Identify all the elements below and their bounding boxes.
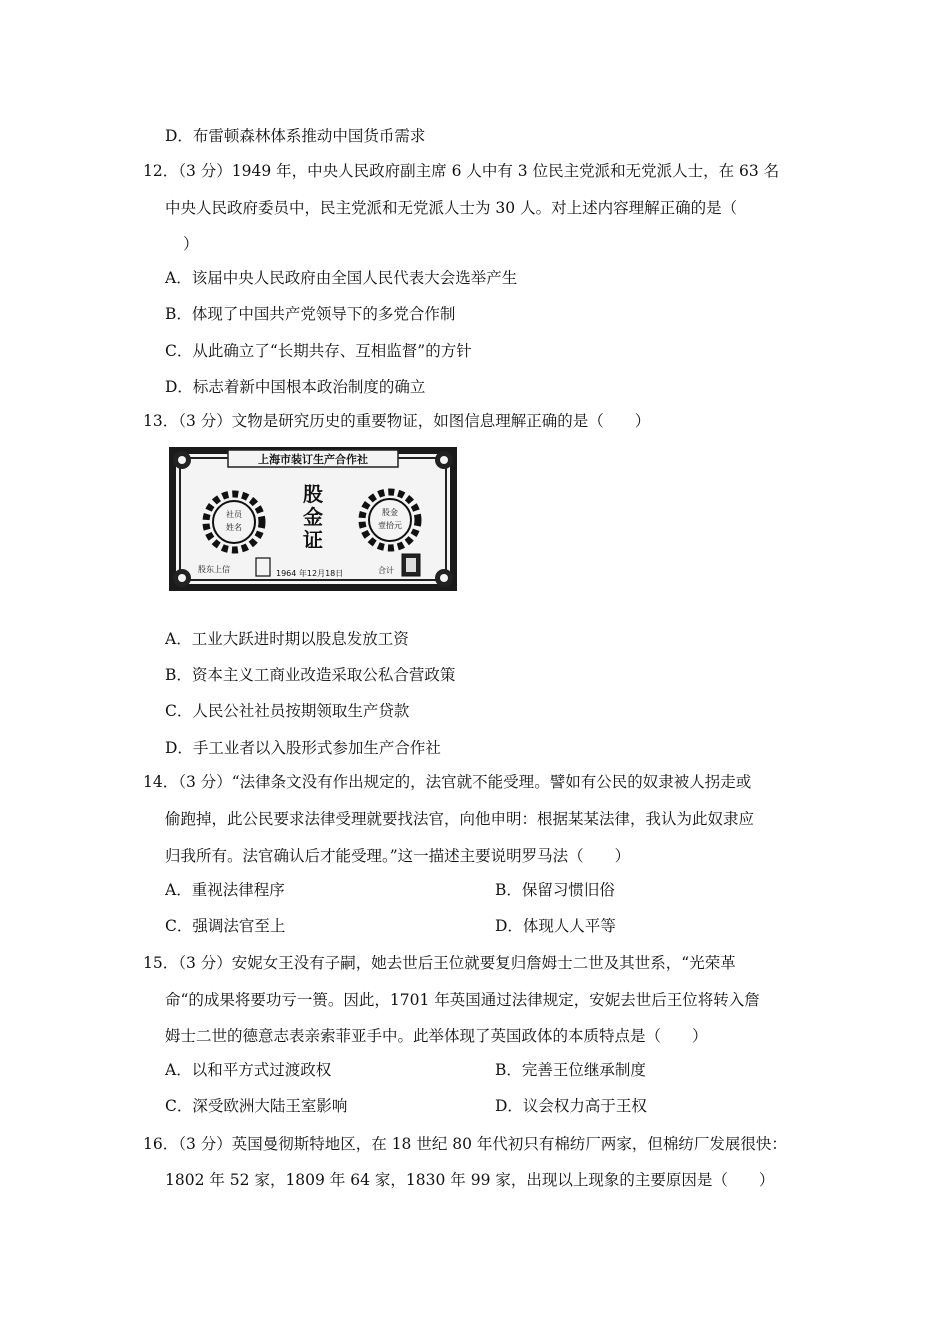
center-title-char-1: 股 <box>303 482 323 506</box>
q14-option-a: A．重视法律程序 <box>165 881 285 899</box>
certificate-bottom-right: 合计 <box>378 566 394 575</box>
q15-option-b: B．完善王位继承制度 <box>495 1061 646 1079</box>
q15-option-c: C．深受欧洲大陆王室影响 <box>165 1097 348 1115</box>
q15-stem-line3: 姆士二世的德意志表亲索菲亚手中。此举体现了英国政体的本质特点是（ ） <box>165 1027 708 1045</box>
q12-stem-line2: 中央人民政府委员中，民主党派和无党派人士为 30 人。对上述内容理解正确的是（ <box>165 199 738 217</box>
q14-stem-line2: 偷跑掉，此公民要求法律受理就要找法官，向他申明：根据某某法律，我认为此奴隶应 <box>165 810 755 828</box>
q16-stem-line1: 16．（3 分）英国曼彻斯特地区，在 18 世纪 80 年代初只有棉纺厂两家，但棉纺厂发展很快： <box>143 1135 787 1153</box>
q12-stem-line3: ） <box>183 235 199 253</box>
right-seal-mid: 壹拾元 <box>378 521 402 530</box>
q11-option-d: D．布雷顿森林体系推动中国货币需求 <box>165 127 426 145</box>
certificate-date: 1964 年12月18日 <box>276 569 344 578</box>
q14-stem-line1: 14．（3 分）“法律条文没有作出规定的，法官就不能受理。譬如有公民的奴隶被人拐走或 <box>143 773 752 791</box>
q14-option-b: B．保留习惯旧俗 <box>495 881 615 899</box>
q14-stem-line3: 归我所有。法官确认后才能受理。”这一描述主要说明罗马法（ ） <box>165 847 631 865</box>
q12-option-c: C．从此确立了“长期共存、互相监督”的方针 <box>165 342 472 360</box>
q13-stem-line1: 13．（3 分）文物是研究历史的重要物证，如图信息理解正确的是（ ） <box>143 412 651 430</box>
q12-option-d: D．标志着新中国根本政治制度的确立 <box>165 378 426 396</box>
q15-stem-line2: 命“的成果将要功亏一篑。因此，1701 年英国通过法律规定，安妮去世后王位将转入詹 <box>165 991 760 1009</box>
q12-stem-line1: 12．（3 分）1949 年，中央人民政府副主席 6 人中有 3 位民主党派和无党派人士，在 63 名 <box>143 162 780 180</box>
q13-option-a: A．工业大跃进时期以股息发放工资 <box>165 630 409 648</box>
q14-option-c: C．强调法官至上 <box>165 917 286 935</box>
q15-option-d: D．议会权力高于王权 <box>495 1097 647 1115</box>
center-title-char-3: 证 <box>303 528 323 552</box>
q16-stem-line2: 1802 年 52 家，1809 年 64 家，1830 年 99 家，出现以上现象的主要原因是（ ） <box>165 1171 775 1189</box>
q15-stem-line1: 15．（3 分）安妮女王没有子嗣，她去世后王位就要复归詹姆士二世及其世系，“光荣革 <box>143 954 736 972</box>
right-stamp-inner <box>406 558 416 572</box>
q13-option-c: C．人民公社社员按期领取生产贷款 <box>165 702 410 720</box>
q12-option-a: A．该届中央人民政府由全国人民代表大会选举产生 <box>165 269 518 287</box>
certificate-center-title <box>303 482 324 552</box>
certificate-bottom-left: 股东上信 <box>198 565 230 574</box>
right-seal-top: 股金 <box>382 508 398 517</box>
q13-option-b: B．资本主义工商业改造采取公私合营政策 <box>165 666 456 684</box>
q13-option-d: D．手工业者以入股形式参加生产合作社 <box>165 739 441 757</box>
certificate-header: 上海市装订生产合作社 <box>258 453 368 466</box>
left-seal-mid: 姓名 <box>226 523 242 532</box>
left-seal-top: 社员 <box>226 510 242 519</box>
q12-option-b: B．体现了中国共产党领导下的多党合作制 <box>165 305 456 323</box>
center-title-char-2: 金 <box>303 505 323 529</box>
share-certificate-image <box>168 446 458 592</box>
q15-option-a: A．以和平方式过渡政权 <box>165 1061 332 1079</box>
q14-option-d: D．体现人人平等 <box>495 917 616 935</box>
